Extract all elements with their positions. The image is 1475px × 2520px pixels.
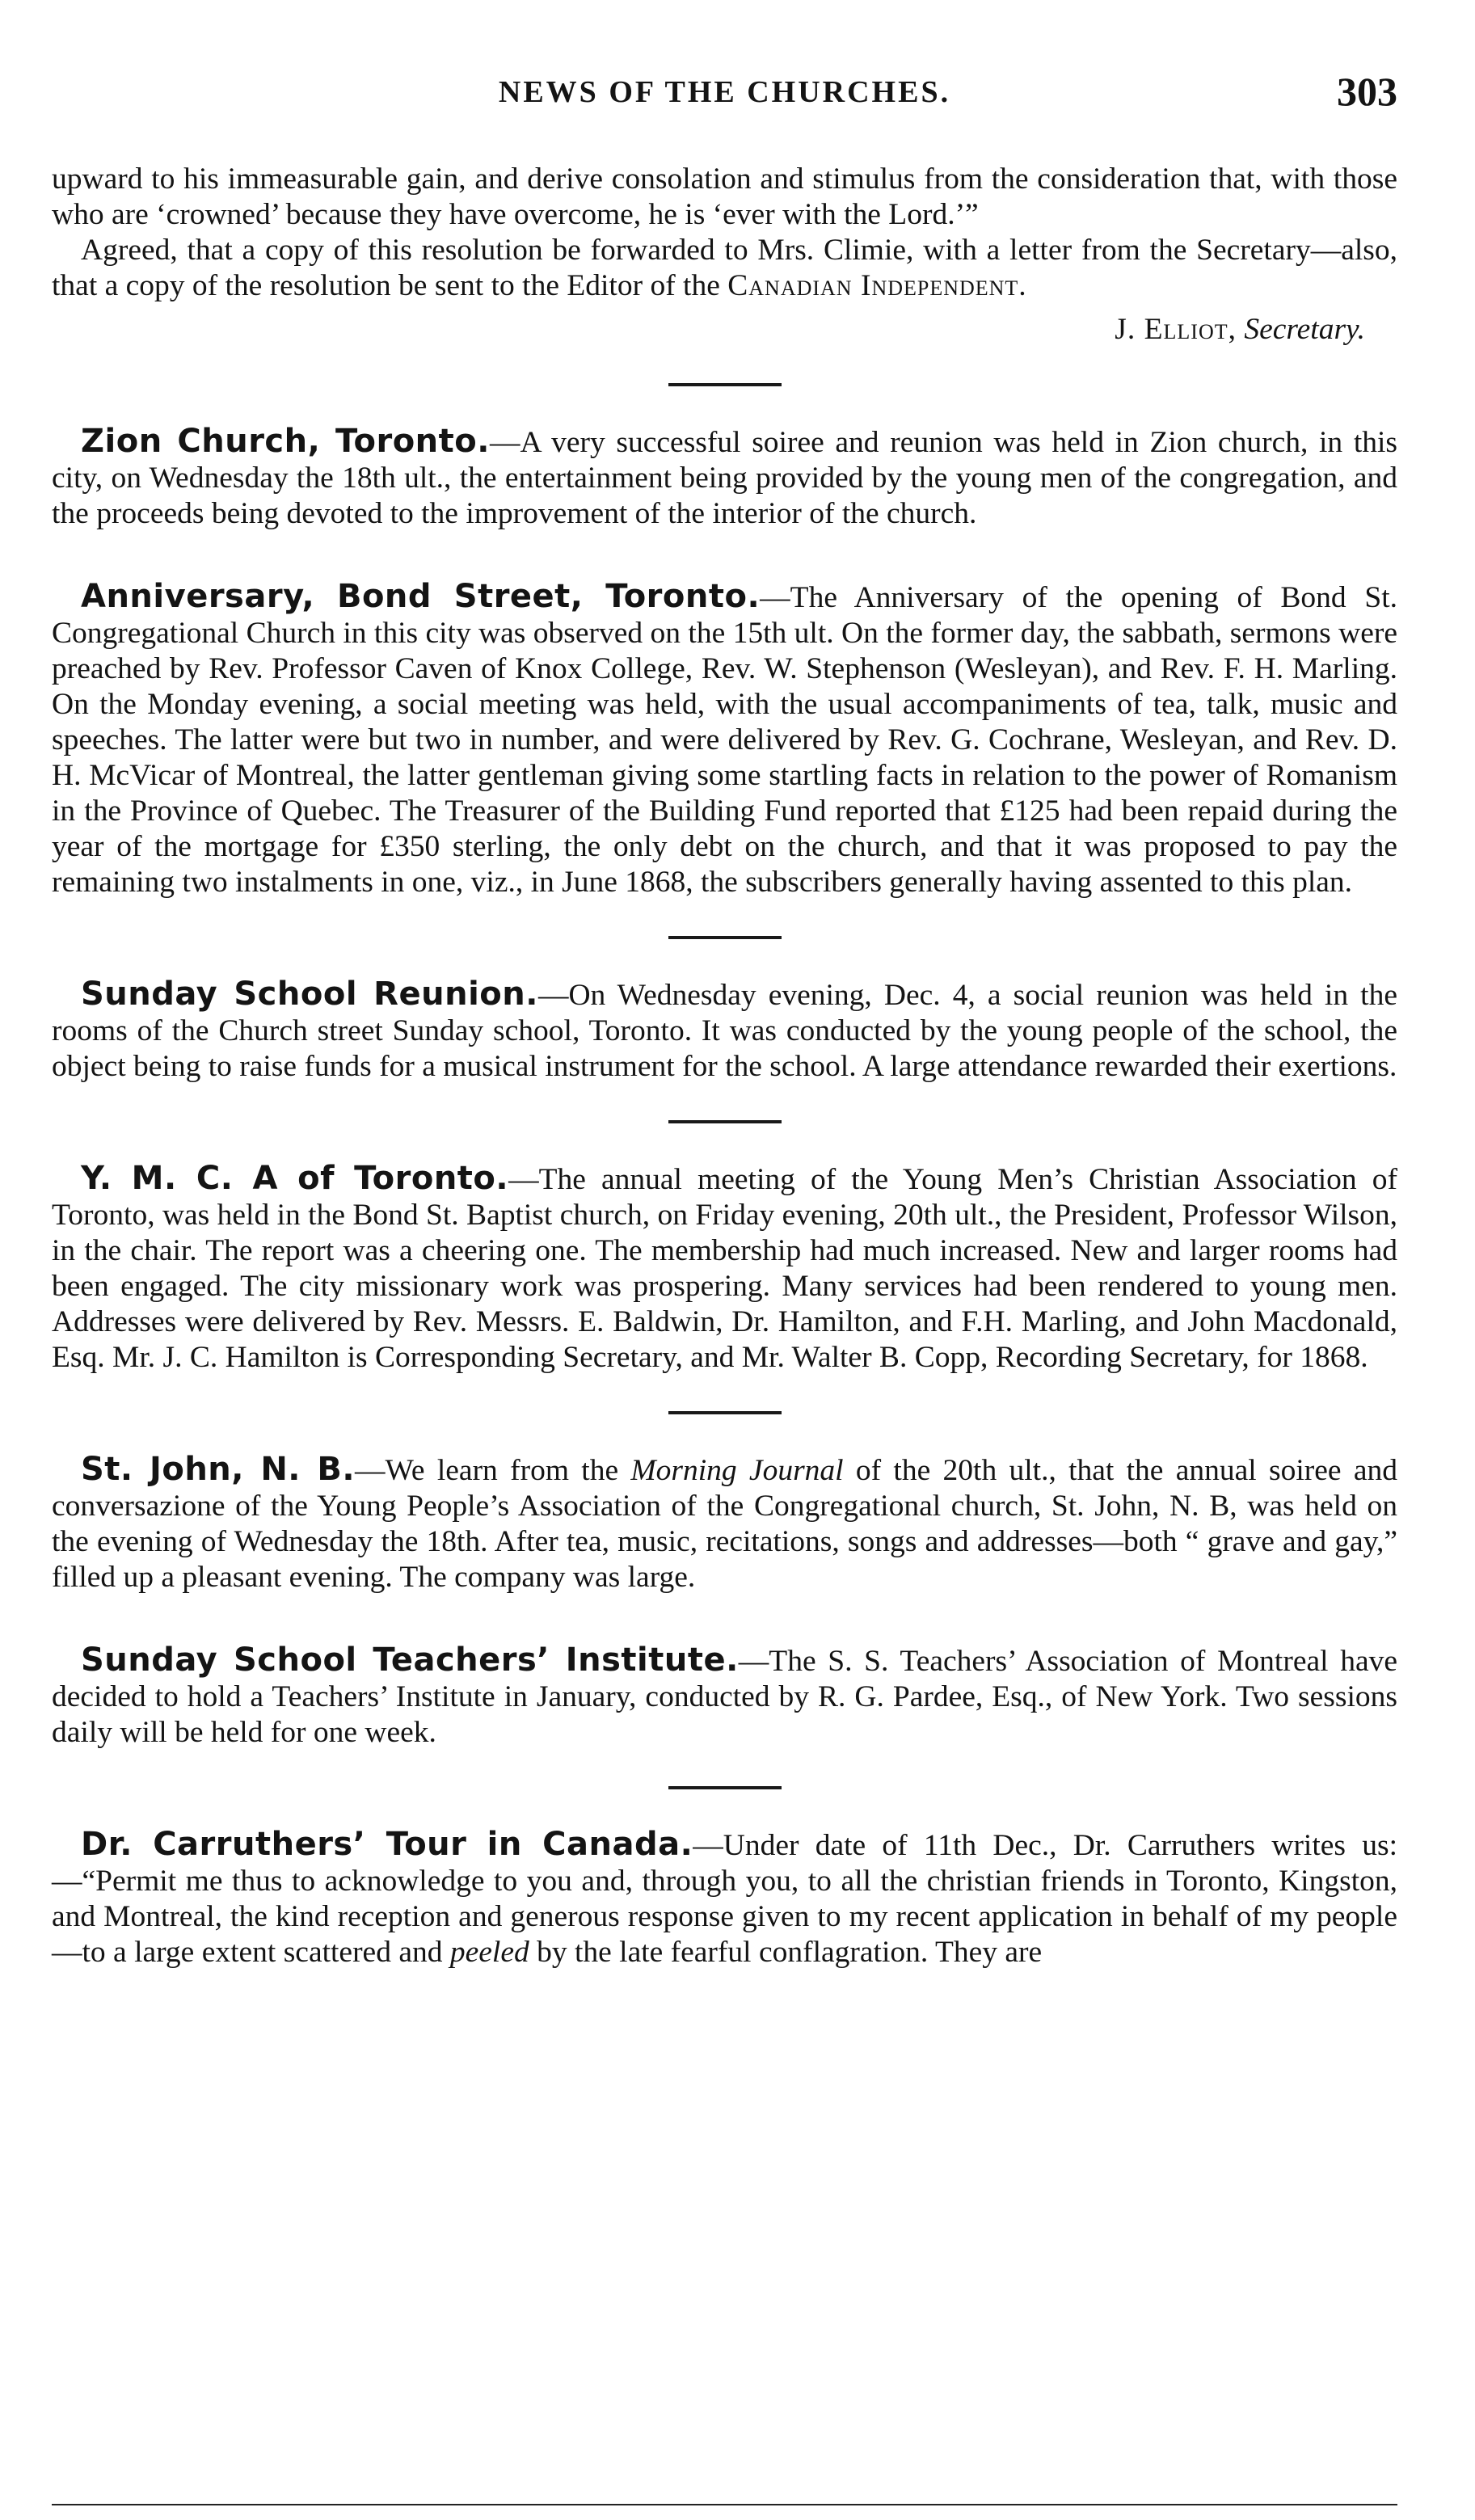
resolution-agreed-text: Agreed, that a copy of this resolution be forwarded to Mrs. Climie, with a letter from the Secretary—also, that a copy of the resolution be sent to the Editor of the (52, 234, 1397, 302)
section-divider (668, 1411, 782, 1414)
newspaper-title: Morning Journal (630, 1454, 844, 1487)
news-heading: Sunday School Reunion. (81, 976, 538, 1013)
news-text: —A very successful soiree and reunion was held in Zion church, in this city, on Wednesday the 18th ult., the entertainment being provided by the young men of the congregation, and the proceeds being devoted to the improvement of the interior of the church. (52, 426, 1398, 530)
news-text: —On Wednesday evening, Dec. 4, a social reunion was held in the rooms of the Church street Sunday school, Toronto. It was conducted by the young people of the school, the object being to raise funds for a musical instrument for the school. A large attendance rewarded their exertions. (52, 979, 1397, 1083)
signature-title: Secretary. (1244, 313, 1365, 346)
news-text: of the 20th ult., that the annual soiree and conversazione of the Young People’s Association of the Congregational church, St. John, N. B, was held on the evening of Wednesday the 18th. After tea, music, recitations, songs and addresses—both “ grave and gay,” filled up a pleasant evening. The company was large. (52, 1454, 1397, 1594)
resolution-agreed-paragraph (52, 233, 1397, 304)
news-heading: Zion Church, Toronto. (81, 423, 490, 460)
article-body (52, 162, 1397, 1970)
news-text: by the late fearful conflagration. They are (529, 1936, 1043, 1969)
section-divider (668, 383, 782, 386)
section-spacer (52, 1595, 1397, 1642)
news-heading: St. John, N. B. (81, 1451, 356, 1488)
section-divider (668, 1120, 782, 1123)
emphasis-word: peeled (449, 1936, 529, 1969)
news-item-ymca (52, 1161, 1397, 1376)
journal-name: Canadian Independent. (727, 269, 1027, 302)
signature (52, 312, 1365, 348)
news-heading: Sunday School Teachers’ Institute. (81, 1641, 739, 1679)
news-item-zion (52, 424, 1397, 532)
news-item-teachers-institute (52, 1642, 1397, 1751)
resolution-paragraph: upward to his immeasurable gain, and derive consolation and stimulus from the consideration that, with those who are ‘crowned’ because they have overcome, he is ‘ever with the Lord.’” (52, 162, 1397, 231)
news-item-st-john (52, 1452, 1397, 1595)
page-bottom-edge (52, 2504, 1397, 2505)
signature-name: J. Elliot, (1115, 313, 1237, 346)
news-text: —We learn from the (355, 1454, 631, 1487)
section-spacer (52, 532, 1397, 579)
page-number: 303 (1337, 69, 1397, 114)
running-head: NEWS OF THE CHURCHES. (498, 75, 951, 109)
news-item-carruthers (52, 1827, 1397, 1970)
news-item-sunday-school (52, 976, 1397, 1085)
section-divider (668, 1786, 782, 1789)
section-divider (668, 936, 782, 939)
news-text: —The annual meeting of the Young Men’s Christian Association of Toronto, was held in the Bond St. Baptist church, on Friday evening, 20th ult., the President, Professor Wilson, in the chair. The report was a cheering one. The membership had much increased. New and larger rooms had been engaged. The city missionary work was prospering. Many services had been rendered to young men. Addresses were delivered by Rev. Messrs. E. Baldwin, Dr. Hamilton, and F.H. Marling, and John Macdonald, Esq. Mr. J. C. Hamilton is Corresponding Secretary, and Mr. Walter B. Copp, Recording Secretary, for 1868. (52, 1163, 1397, 1374)
news-heading: Y. M. C. A of Toronto. (81, 1160, 509, 1197)
page-header (52, 69, 1397, 131)
news-text: —The S. S. Teachers’ Association of Montreal have decided to hold a Teachers’ Institute in January, conducted by R. G. Pardee, Esq., of New York. Two sessions daily will be held for one week. (52, 1645, 1398, 1749)
news-text: —Under date of 11th Dec., Dr. Carruthers writes us:—“Permit me thus to acknowledge to you and, through you, to all the christian friends in Toronto, Kingston, and Montreal, the kind reception and generous response given to my recent application in behalf of my people—to a large extent scattered and (52, 1829, 1397, 1969)
news-heading: Dr. Carruthers’ Tour in Canada. (81, 1826, 693, 1863)
news-item-bond-street (52, 579, 1397, 900)
news-heading: Anniversary, Bond Street, Toronto. (81, 578, 761, 615)
news-text: —The Anniversary of the opening of Bond St. Congregational Church in this city was observed on the 15th ult. On the former day, the sabbath, sermons were preached by Rev. Professor Caven of Knox College, Rev. W. Stephenson (Wesleyan), and Rev. F. H. Marling. On the Monday evening, a social meeting was held, with the usual accompaniments of tea, talk, music and speeches. The latter were but two in number, and were delivered by Rev. G. Cochrane, Wesleyan, and Rev. D. H. McVicar of Montreal, the latter gentleman giving some startling facts in relation to the power of Romanism in the Province of Quebec. The Treasurer of the Building Fund reported that £125 had been repaid during the year of the mortgage for £350 sterling, the only debt on the church, and that it was proposed to pay the remaining two instalments in one, viz., in June 1868, the subscribers generally having assented to this plan. (52, 581, 1397, 899)
